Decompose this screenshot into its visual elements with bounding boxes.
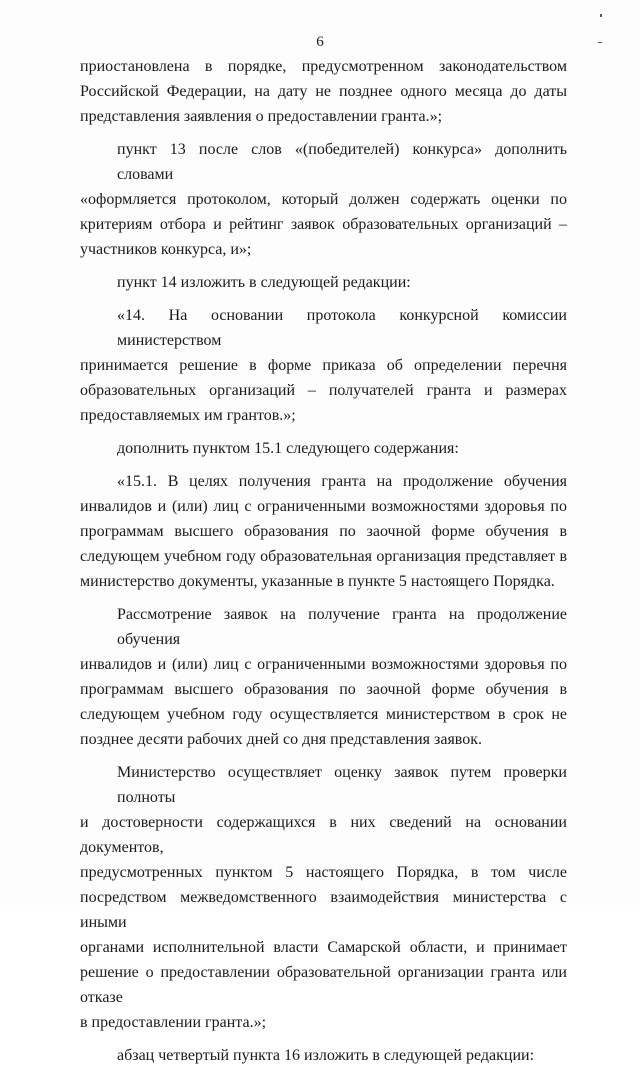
text-line: пункт 14 изложить в следующей редакции: [117, 274, 411, 291]
paragraph-clause-15-1 [80, 469, 567, 594]
document-body [80, 54, 567, 1076]
text-line: предоставляемых им грантов.»; [80, 407, 296, 424]
text-line: программам высшего образования по заочной форме обучения в [80, 681, 567, 698]
text-line: «15.1. В целях получения гранта на продолжение обучения [117, 473, 567, 490]
text-line: участников конкурса, и»; [80, 241, 252, 258]
paragraph-add-15-1-intro [80, 436, 567, 461]
text-line: Рассмотрение заявок на получение гранта на продолжение обучения [117, 606, 567, 648]
text-line: следующем учебном году образовательная организация представляет в [80, 548, 567, 565]
page-number: 6 [316, 34, 324, 50]
text-line: посредством межведомственного взаимодействия министерства с иными [80, 889, 567, 931]
paragraph-continuation [80, 54, 567, 129]
text-line: инвалидов и (или) лиц с ограниченными возможностями здоровья по [80, 656, 567, 673]
text-line: принимается решение в форме приказа об определении перечня [80, 357, 567, 374]
text-line: абзац четвертый пункта 16 изложить в следующей редакции: [117, 1047, 535, 1064]
text-line: Российской Федерации, на дату не позднее одного месяца до даты [80, 83, 567, 100]
text-line: дополнить пунктом 15.1 следующего содержания: [117, 440, 459, 457]
text-line: «14. На основании протокола конкурсной комиссии министерством [117, 307, 567, 349]
text-line: и достоверности содержащихся в них сведений на основании документов, [80, 814, 567, 856]
paragraph-amendment-13 [80, 137, 567, 262]
text-line: предусмотренных пунктом 5 настоящего Порядка, в том числе [80, 864, 567, 881]
paragraph-ministry-assessment [80, 760, 567, 1035]
scan-speck [600, 14, 602, 17]
text-line: пункт 13 после слов «(победителей) конкурса» дополнить словами [117, 141, 567, 183]
paragraph-amendment-16-intro [80, 1043, 567, 1068]
text-line: представления заявления о предоставлении гранта.»; [80, 108, 443, 125]
text-line: образовательных организаций – получателей гранта и размерах [80, 382, 567, 399]
text-line: программам высшего образования по заочной форме обучения в [80, 523, 567, 540]
text-line: позднее десяти рабочих дней со дня представления заявок. [80, 731, 483, 748]
text-line: решение о предоставлении образовательной организации гранта или отказе [80, 964, 567, 1006]
text-line: Министерство осуществляет оценку заявок путем проверки полноты [117, 764, 567, 806]
text-line: следующем учебном году осуществляется министерством в срок не [80, 706, 567, 723]
text-line: в предоставлении гранта.»; [80, 1014, 267, 1031]
paragraph-review-term [80, 602, 567, 752]
paragraph-clause-14 [80, 303, 567, 428]
text-line: критериям отбора и рейтинг заявок образовательных организаций – [80, 216, 567, 233]
text-line: «оформляется протоколом, который должен содержать оценки по [80, 191, 567, 208]
paragraph-amendment-14-intro [80, 270, 567, 295]
text-line: инвалидов и (или) лиц с ограниченными возможностями здоровья по [80, 498, 567, 515]
text-line: органами исполнительной власти Самарской области, и принимает [80, 939, 567, 956]
text-line: министерство документы, указанные в пункте 5 настоящего Порядка. [80, 573, 555, 590]
text-line: приостановлена в порядке, предусмотренном законодательством [80, 58, 567, 75]
scan-speck [598, 42, 602, 43]
